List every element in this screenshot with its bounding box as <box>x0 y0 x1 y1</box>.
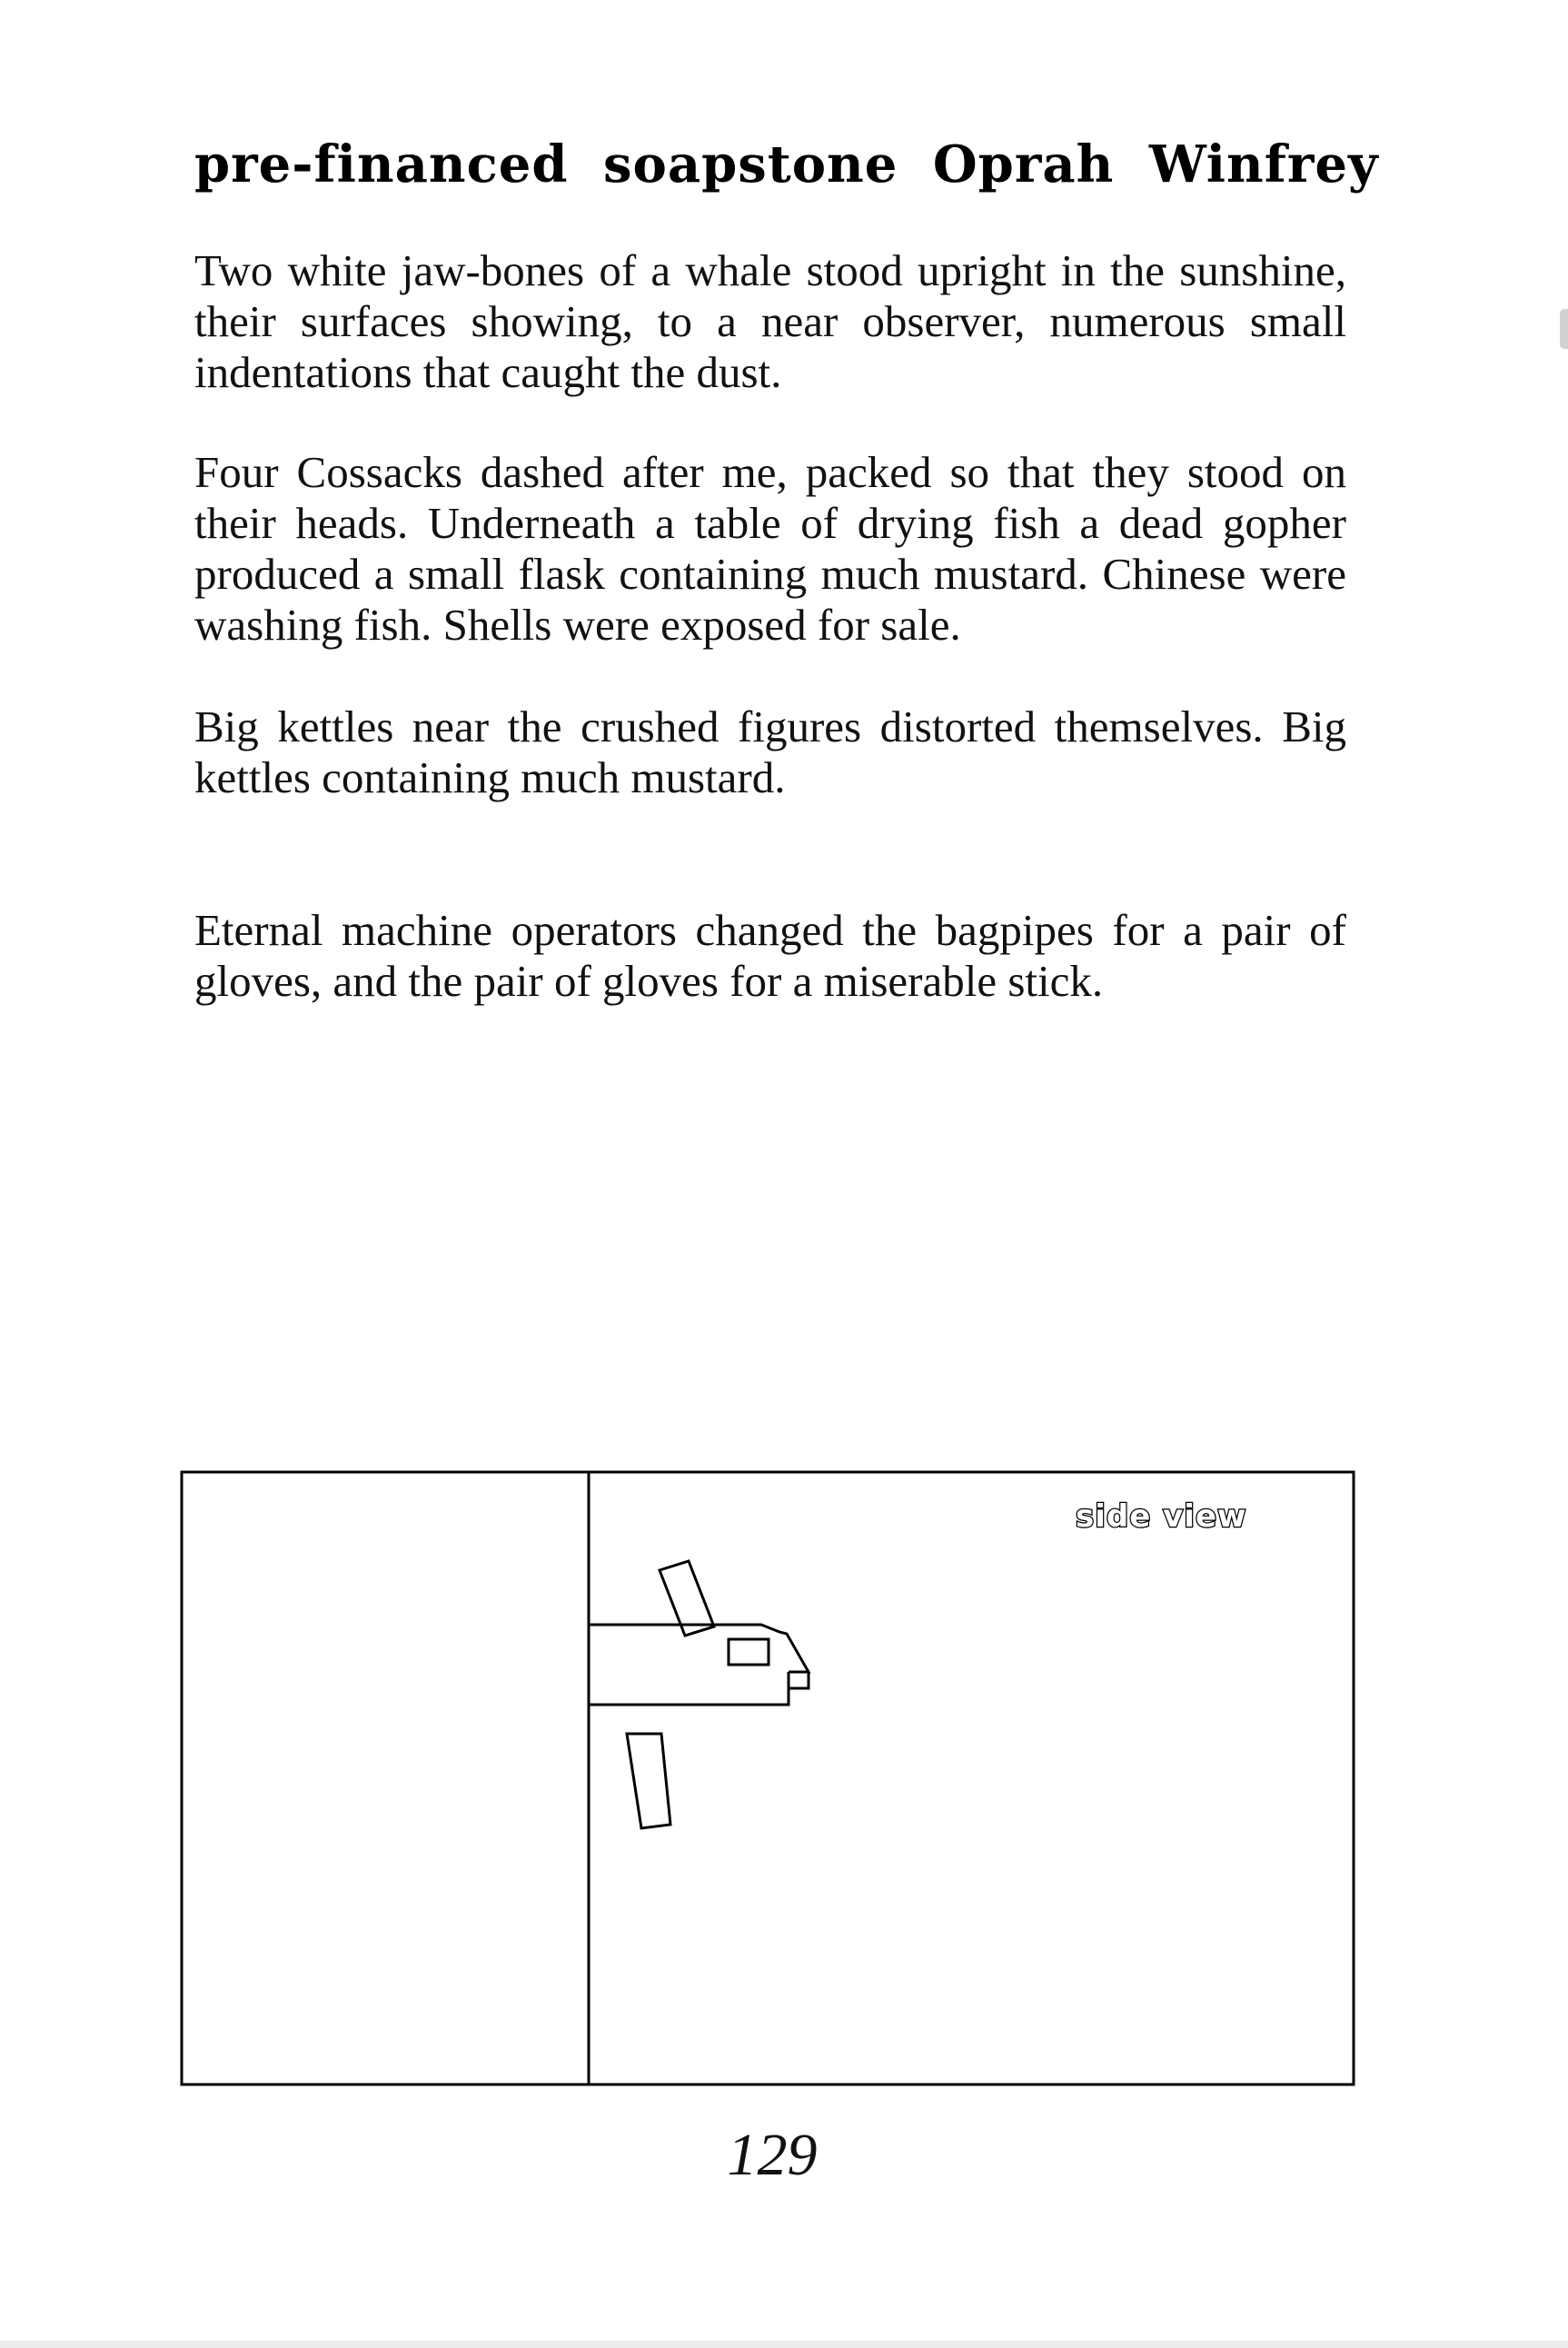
figure-frame <box>182 1472 1354 2084</box>
paragraph: Eternal machine operators changed the bagpipes for a pair of gloves, and the pair of gloves for a miserable stick. <box>194 905 1346 1006</box>
bottom-bar <box>0 2341 1568 2348</box>
ledge-base <box>589 1672 809 1705</box>
paragraph: Two white jaw-bones of a whale stood upright in the sunshine, their surfaces showing, to a near observer, numerous small indentations that caught the dust. <box>194 245 1346 397</box>
upright-block <box>627 1734 670 1828</box>
scrollbar-handle[interactable] <box>1560 309 1568 349</box>
small-box <box>729 1639 769 1665</box>
figure-label: side view <box>1076 1498 1247 1535</box>
paragraph: Four Cossacks dashed after me, packed so that they stood on their heads. Underneath a table of drying fish a dead gopher produced a small flask containing much mustard. Chinese were washing fish. Shells were exposed for sale. <box>194 447 1346 650</box>
paragraph: Big kettles near the crushed figures distorted themselves. Big kettles containing much mustard. <box>194 701 1346 802</box>
page-title: pre-financed soapstone Oprah Winfrey <box>194 134 1379 194</box>
page-number: 129 <box>727 2122 818 2188</box>
line-drawing-figure <box>180 1470 1355 2088</box>
